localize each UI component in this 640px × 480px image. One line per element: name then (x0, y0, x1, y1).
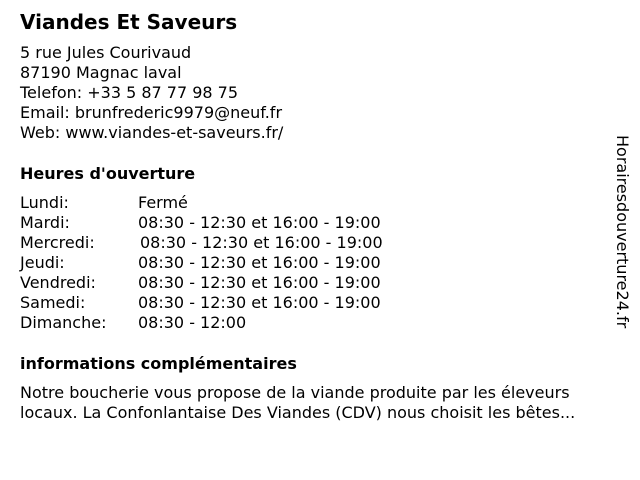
address-street: 5 rue Jules Courivaud (20, 43, 192, 62)
time-value: 08:30 - 12:30 et 16:00 - 19:00 (138, 253, 381, 272)
info-heading: informations complémentaires (20, 354, 297, 373)
day-label: Dimanche: (20, 313, 107, 332)
day-label: Lundi: (20, 193, 69, 212)
website-link[interactable]: Web: www.viandes-et-saveurs.fr/ (20, 123, 284, 142)
day-label: Samedi: (20, 293, 86, 312)
day-label: Jeudi: (20, 253, 65, 272)
day-label: Mercredi: (20, 233, 95, 252)
time-value: 08:30 - 12:30 et 16:00 - 19:00 (138, 273, 381, 292)
time-value: 08:30 - 12:30 et 16:00 - 19:00 (138, 293, 381, 312)
info-line: locaux. La Confonlantaise Des Viandes (CDV) nous choisit les bêtes... (20, 403, 576, 422)
info-description (20, 383, 630, 423)
email-address[interactable]: Email: brunfrederic9979@neuf.fr (20, 103, 283, 122)
time-value: 08:30 - 12:00 (138, 313, 247, 332)
time-value: 08:30 - 12:30 et 16:00 - 19:00 (140, 233, 383, 252)
address-city: 87190 Magnac laval (20, 63, 182, 82)
site-watermark: Horairesdouverture24.fr (613, 135, 632, 329)
day-label: Mardi: (20, 213, 70, 232)
phone-number[interactable]: Telefon: +33 5 87 77 98 75 (20, 83, 239, 102)
business-name: Viandes Et Saveurs (20, 10, 238, 34)
info-line: Notre boucherie vous propose de la viande produite par les éleveurs (20, 383, 570, 402)
time-value: 08:30 - 12:30 et 16:00 - 19:00 (138, 213, 381, 232)
time-value: Fermé (138, 193, 188, 212)
contact-block (20, 43, 283, 143)
hours-heading: Heures d'ouverture (20, 164, 196, 183)
day-label: Vendredi: (20, 273, 96, 292)
